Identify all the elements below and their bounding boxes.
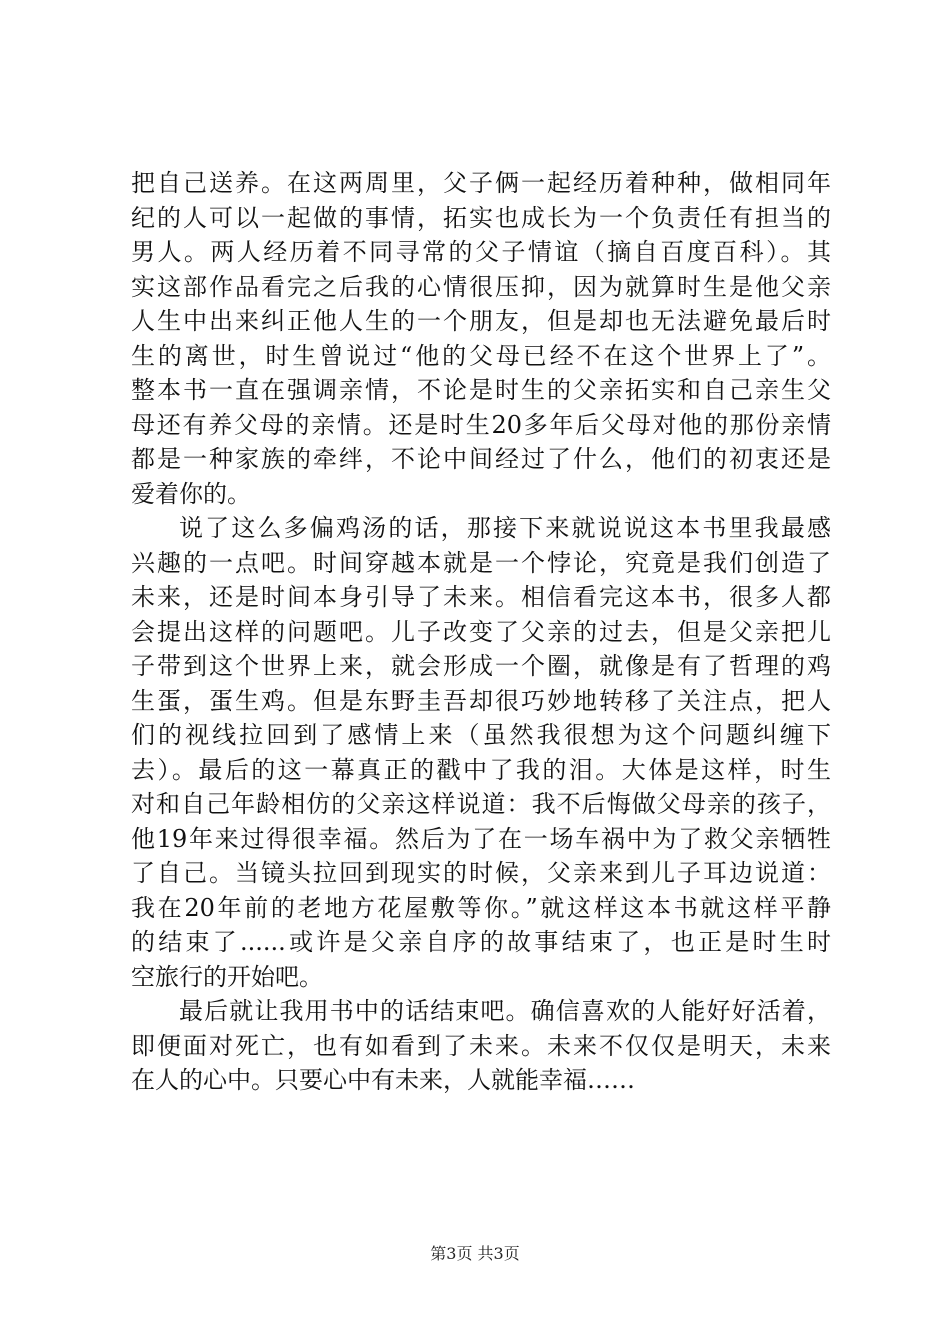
text-line: 母还有养父母的亲情。还是时生20多年后父母对他的那份亲情 — [131, 410, 831, 439]
text-line: 最后就让我用书中的话结束吧。确信喜欢的人能好好活着， — [179, 997, 831, 1025]
text-line: 生蛋，蛋生鸡。但是东野圭吾却很巧妙地转移了关注点，把人 — [131, 686, 831, 715]
text-line: 兴趣的一点吧。时间穿越本就是一个悖论，究竟是我们创造了 — [131, 548, 831, 577]
text-line: 生的离世，时生曾说过“他的父母已经不在这个世界上了”。 — [131, 341, 831, 370]
text-line: 说了这么多偏鸡汤的话，那接下来就说说这本书里我最感 — [179, 514, 831, 542]
text-line: 爱着你的。 — [131, 479, 251, 508]
paragraph-2 — [131, 511, 831, 994]
text-line: 在人的心中。只要心中有未来，人就能幸福…… — [131, 1066, 635, 1094]
text-line: 整本书一直在强调亲情，不论是时生的父亲拓实和自己亲生父 — [131, 376, 831, 404]
text-line: 男人。两人经历着不同寻常的父子情谊（摘自百度百科）。其 — [131, 238, 831, 266]
text-line: 空旅行的开始吧。 — [131, 962, 323, 991]
text-line: 即便面对死亡，也有如看到了未来。未来不仅仅是明天，未来 — [131, 1031, 831, 1060]
text-line: 对和自己年龄相仿的父亲这样说道：我不后悔做父母亲的孩子， — [131, 790, 831, 818]
text-line: 子带到这个世界上来，就会形成一个圈，就像是有了哲理的鸡 — [131, 652, 831, 680]
text-line: 纪的人可以一起做的事情，拓实也成长为一个负责任有担当的 — [131, 203, 831, 232]
text-line: 的结束了......或许是父亲自序的故事结束了，也正是时生时 — [131, 928, 831, 956]
text-line: 未来，还是时间本身引导了未来。相信看完这本书，很多人都 — [131, 583, 831, 611]
text-line: 我在20年前的老地方花屋敷等你。”就这样这本书就这样平静 — [131, 893, 831, 922]
text-line: 们的视线拉回到了感情上来（虽然我很想为这个问题纠缠下 — [131, 721, 831, 749]
paragraph-1 — [131, 166, 831, 511]
text-line: 了自己。当镜头拉回到现实的时候，父亲来到儿子耳边说道： — [131, 859, 831, 887]
text-line: 人生中出来纠正他人生的一个朋友，但是却也无法避免最后时 — [131, 307, 831, 335]
page-number-footer: 第3页 共3页 — [430, 1244, 520, 1263]
text-line: 去）。最后的这一幕真正的戳中了我的泪。大体是这样，时生 — [131, 755, 831, 784]
paragraph-3 — [131, 994, 831, 1098]
text-line: 他19年来过得很幸福。然后为了在一场车祸中为了救父亲牺牲 — [131, 824, 831, 853]
document-body — [131, 166, 831, 1098]
text-line: 把自己送养。在这两周里，父子俩一起经历着种种，做相同年 — [131, 169, 831, 197]
text-line: 实这部作品看完之后我的心情很压抑，因为就算时生是他父亲 — [131, 272, 831, 301]
text-line: 都是一种家族的牵绊，不论中间经过了什么，他们的初衷还是 — [131, 445, 831, 473]
text-line: 会提出这样的问题吧。儿子改变了父亲的过去，但是父亲把儿 — [131, 617, 831, 646]
